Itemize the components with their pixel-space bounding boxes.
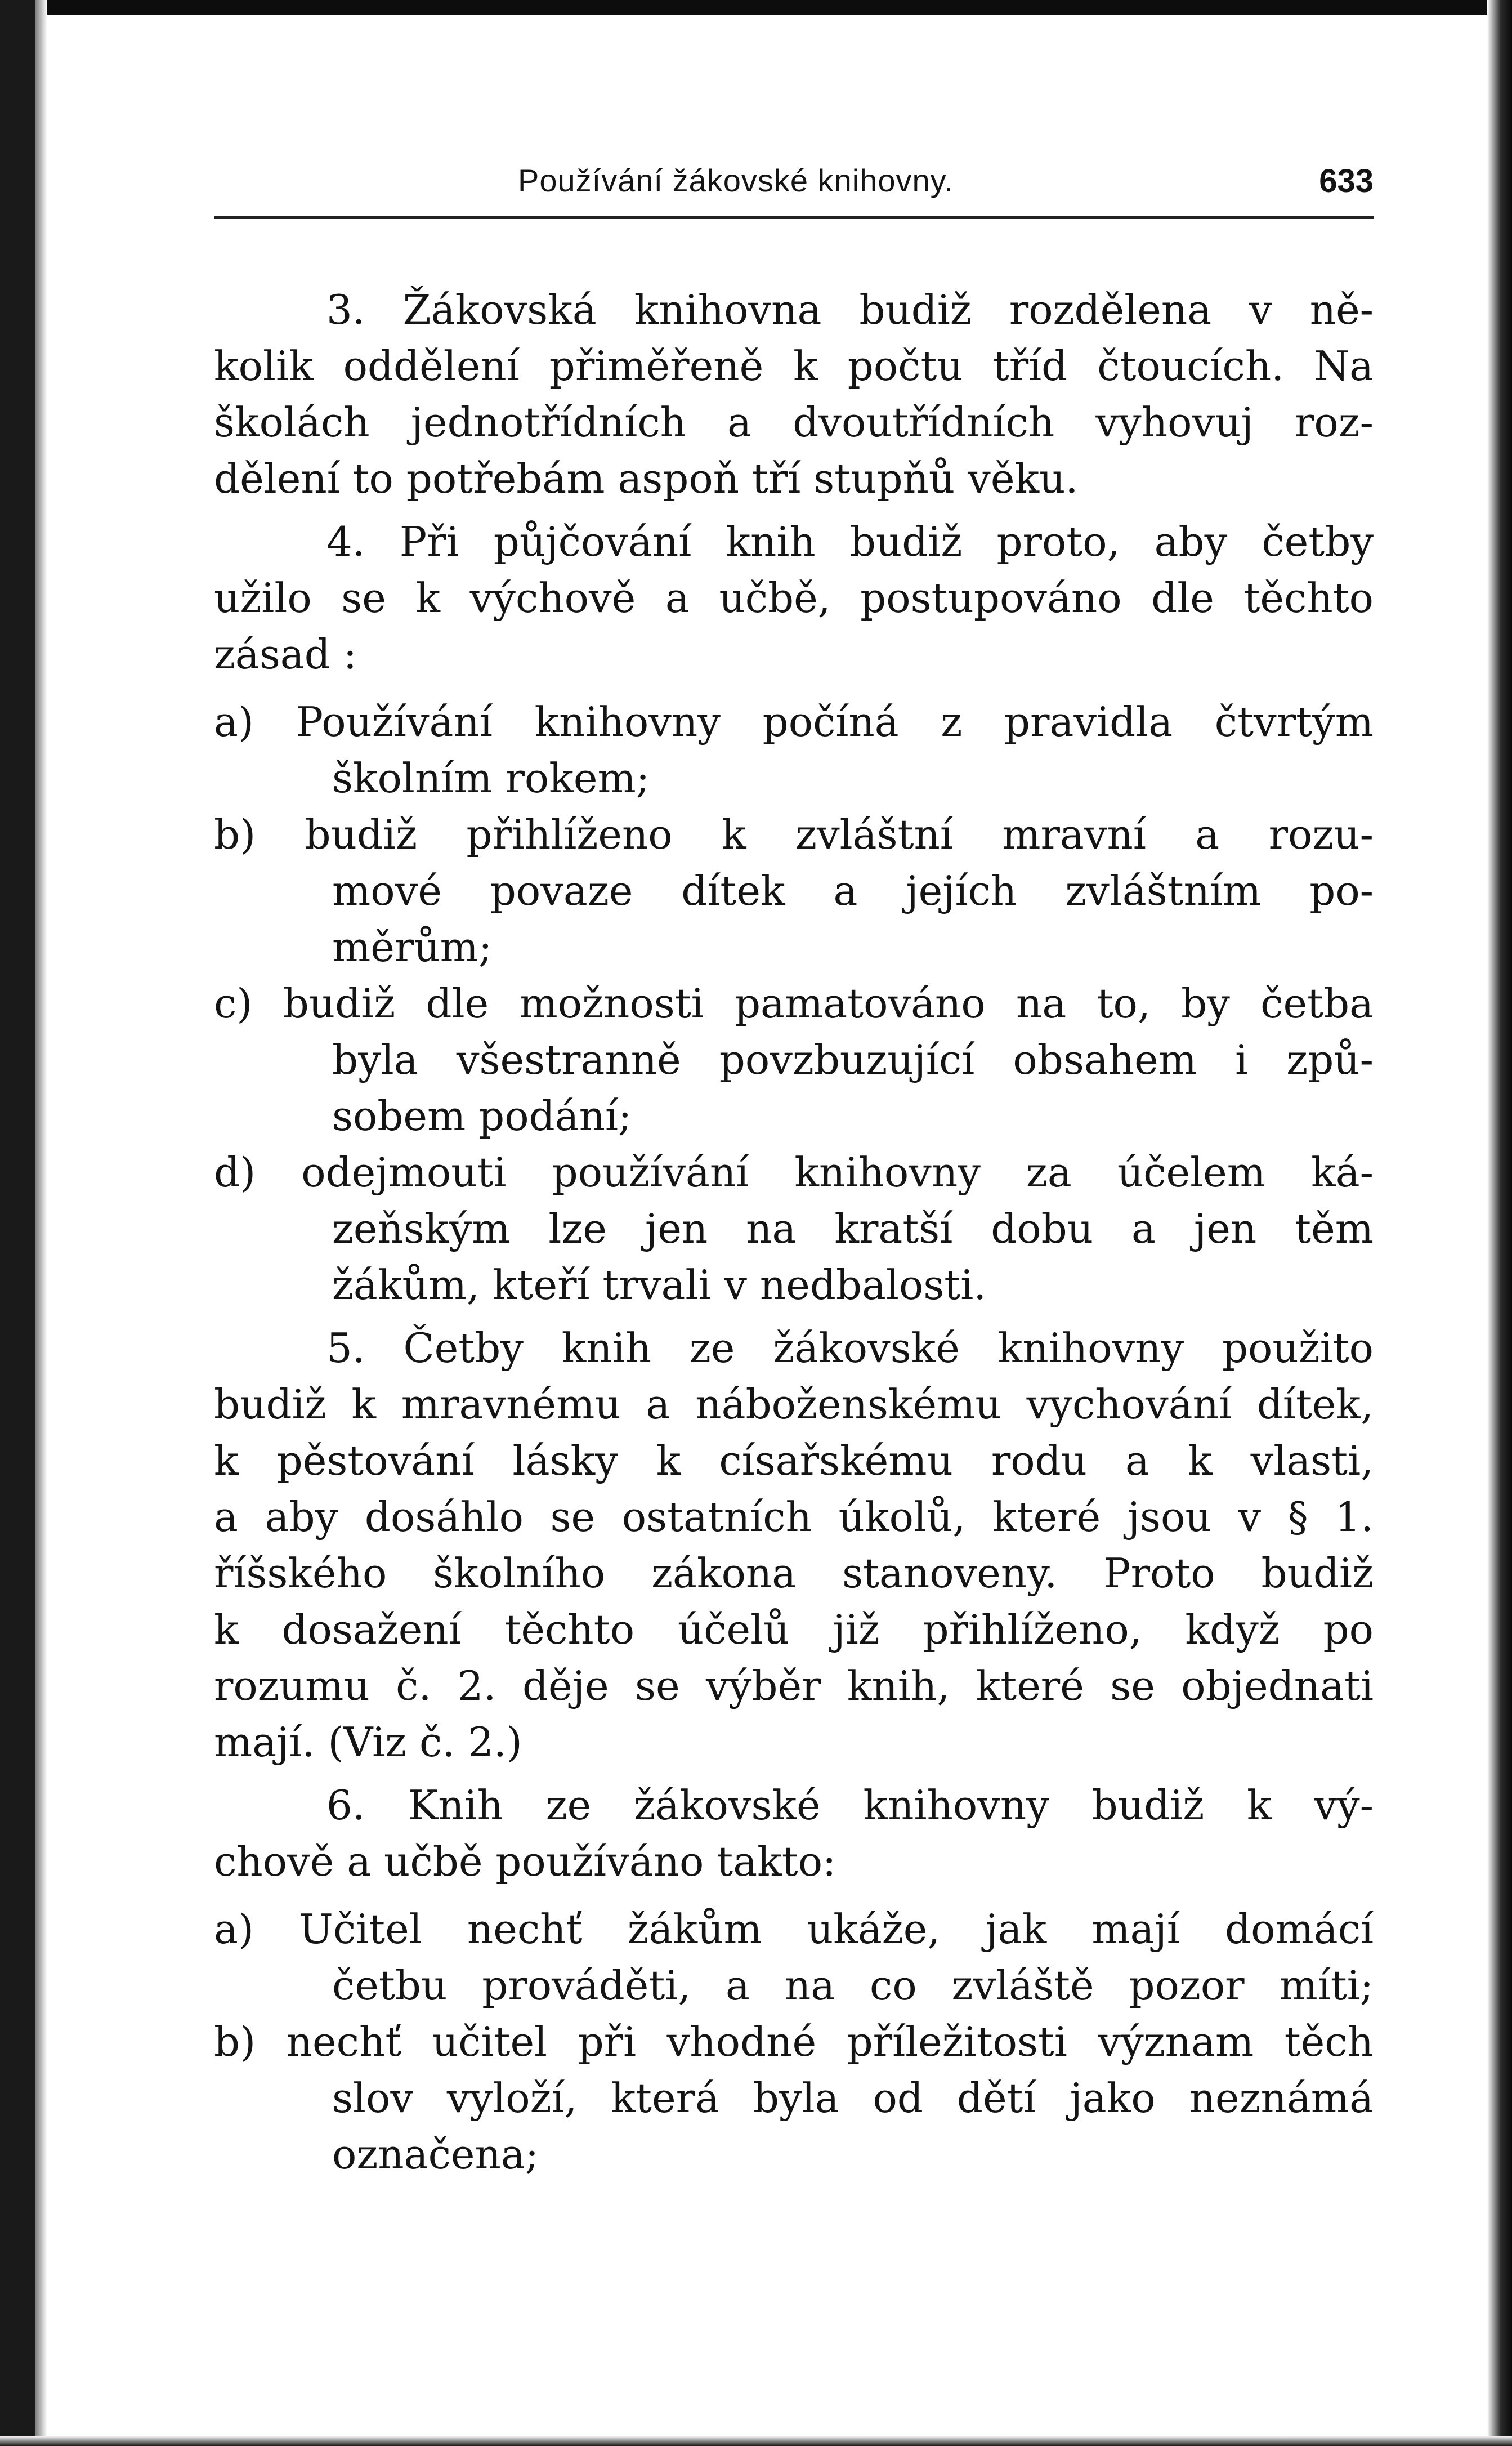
text-line: 6. Knih ze žákovské knihovny budiž k vý- xyxy=(326,1782,1374,1829)
text-line: školách jednotřídních a dvoutřídních vyhovuj roz- xyxy=(214,399,1374,446)
text-line: slov vyloží, která byla od dětí jako neznámá xyxy=(332,2074,1374,2122)
header-rule xyxy=(214,216,1374,219)
text-line: mají. (Viz č. 2.) xyxy=(214,1719,522,1766)
text-line: 3. Žákovská knihovna budiž rozdělena v ně- xyxy=(326,286,1374,333)
scan-top-edge xyxy=(0,0,1512,15)
list-item-a: a) Používání knihovny počíná z pravidla čtvrtým xyxy=(214,698,1374,746)
text-line: dělení to potřebám aspoň tří stupňů věku. xyxy=(214,455,1079,502)
text-line: rozumu č. 2. děje se výběr knih, které se objednati xyxy=(214,1662,1374,1709)
list-item-d: d) odejmouti používání knihovny za účelem ká- xyxy=(214,1149,1374,1196)
scan-right-edge xyxy=(1487,0,1512,2446)
text-line: byla všestranně povzbuzující obsahem i způ- xyxy=(332,1036,1374,1083)
page-number: 633 xyxy=(1319,163,1374,199)
text-line: označena; xyxy=(332,2131,539,2178)
page-header xyxy=(214,158,1374,208)
text-line: zásad : xyxy=(214,631,357,678)
text-line: mové povaze dítek a jejích zvláštním po- xyxy=(332,867,1374,914)
text-line: budiž k mravnému a náboženskému vychování dítek, xyxy=(214,1381,1374,1428)
list-item-a: a) Učitel nechť žákům ukáže, jak mají domácí xyxy=(214,1905,1374,1953)
text-line: žákům, kteří trvali v nedbalosti. xyxy=(332,1261,987,1309)
text-line: 5. Četby knih ze žákovské knihovny použito xyxy=(326,1324,1374,1372)
text-line: sobem podání; xyxy=(332,1092,632,1140)
list-item-c: c) budiž dle možnosti pamatováno na to, by četba xyxy=(214,980,1374,1027)
text-line: k dosažení těchto účelů již přihlíženo, když po xyxy=(214,1606,1374,1653)
text-line: měrům; xyxy=(332,923,493,971)
list-item-b: b) nechť učitel při vhodné příležitosti význam těch xyxy=(214,2018,1374,2065)
text-line: kolik oddělení přiměřeně k počtu tříd čtoucích. Na xyxy=(214,342,1374,390)
body-text xyxy=(214,282,1374,2182)
text-line: 4. Při půjčování knih budiž proto, aby četby xyxy=(326,518,1374,565)
text-line: a aby dosáhlo se ostatních úkolů, které jsou v § 1. xyxy=(214,1493,1374,1541)
text-line: zeňským lze jen na kratší dobu a jen těm xyxy=(332,1205,1374,1252)
list-item-b: b) budiž přihlíženo k zvláštní mravní a rozu- xyxy=(214,811,1374,858)
text-line: říšského školního zákona stanoveny. Proto budiž xyxy=(214,1550,1374,1597)
scan-binding-edge xyxy=(0,0,35,2446)
running-title: Používání žákovské knihovny. xyxy=(518,163,954,198)
text-line: chově a učbě používáno takto: xyxy=(214,1838,836,1885)
scan-bottom-edge xyxy=(0,2436,1512,2446)
text-line: četbu prováděti, a na co zvláště pozor míti; xyxy=(332,1962,1374,2009)
scan-binding-shadow xyxy=(35,0,47,2446)
text-line: užilo se k výchově a učbě, postupováno dle těchto xyxy=(214,574,1374,622)
text-line: k pěstování lásky k císařskému rodu a k vlasti, xyxy=(214,1437,1374,1484)
text-line: školním rokem; xyxy=(332,755,650,802)
